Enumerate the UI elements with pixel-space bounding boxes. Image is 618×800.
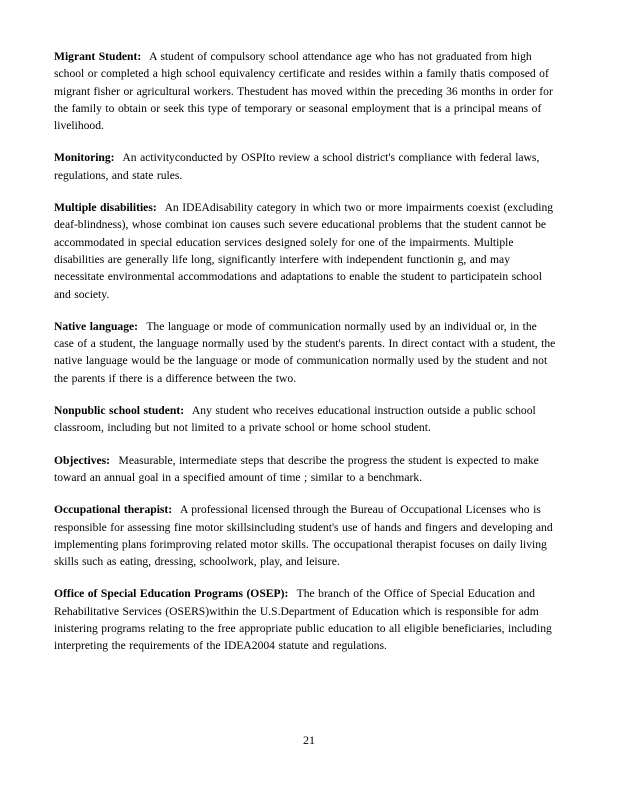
glossary-definition: An activityconducted by OSPIto review a school district's compliance with federal laws, regulations, and state rules. (54, 151, 540, 182)
glossary-content (54, 48, 559, 670)
glossary-definition: A professional licensed through the Bureau of Occupational Licenses who is responsible for assessing fine motor skillsincluding student's use of hands and fingers and developing and implementing plans forimproving related motor skills. The occupational therapist focuses on daily living skills such as eating, dressing, schoolwork, play, and leisure. (54, 503, 553, 569)
glossary-entry-migrant-student (54, 48, 559, 134)
glossary-term: Office of Special Education Programs (OSEP): (54, 587, 289, 601)
glossary-entry-monitoring (54, 149, 559, 184)
glossary-term: Objectives: (54, 453, 111, 467)
glossary-definition: An IDEAdisability category in which two or more impairments coexist (excluding deaf-blindness), whose combinat ion causes such severe educational problems that the student cannot be accommodated in special education services designed solely for one of the impairments. Multiple disabilities are generally life long, significantly interfere with independent functionin g, and may necessitate environmental accommodations and adaptations to enable the student to participatein school and society. (54, 201, 554, 301)
glossary-definition: Measurable, intermediate steps that describe the progress the student is expected to make toward an annual goal in a specified amount of time ; similar to a benchmark. (54, 453, 539, 484)
glossary-entry-nonpublic-school-student (54, 402, 559, 437)
glossary-definition: A student of compulsory school attendance age who has not graduated from high school or completed a high school equivalency certificate and resides within a family thatis composed of migrant fisher or agricultural workers. Thestudent has moved within the preceding 36 months in order for the family to obtain or seek this type of temporary or seasonal employment that is a principal means of livelihood. (54, 50, 553, 133)
glossary-term: Occupational therapist: (54, 503, 173, 517)
glossary-entry-osep (54, 585, 559, 654)
glossary-term: Native language: (54, 319, 139, 333)
glossary-entry-native-language (54, 318, 559, 387)
glossary-term: Migrant Student: (54, 50, 142, 63)
glossary-term: Multiple disabilities: (54, 201, 157, 215)
page-number: 21 (303, 733, 315, 747)
glossary-entry-multiple-disabilities (54, 199, 559, 303)
glossary-entry-occupational-therapist (54, 501, 559, 570)
glossary-entry-objectives (54, 452, 559, 487)
glossary-definition: Any student who receives educational instruction outside a public school classroom, including but not limited to a private school or home school student. (54, 404, 536, 435)
glossary-definition: The language or mode of communication normally used by an individual or, in the case of a student, the language normally used by the student's parents. In direct contact with a student, the native language would be the language or mode of communication normally used by the student and not the parents if there is a difference between the two. (54, 319, 556, 385)
glossary-term: Monitoring: (54, 151, 115, 165)
glossary-definition: The branch of the Office of Special Education and Rehabilitative Services (OSERS)within the U.S.Department of Education which is responsible for adm inistering programs relating to the free appropriate public education to all eligible beneficiaries, including interpreting the requirements of the IDEA2004 statute and regulations. (54, 587, 552, 653)
glossary-term: Nonpublic school student: (54, 404, 185, 418)
